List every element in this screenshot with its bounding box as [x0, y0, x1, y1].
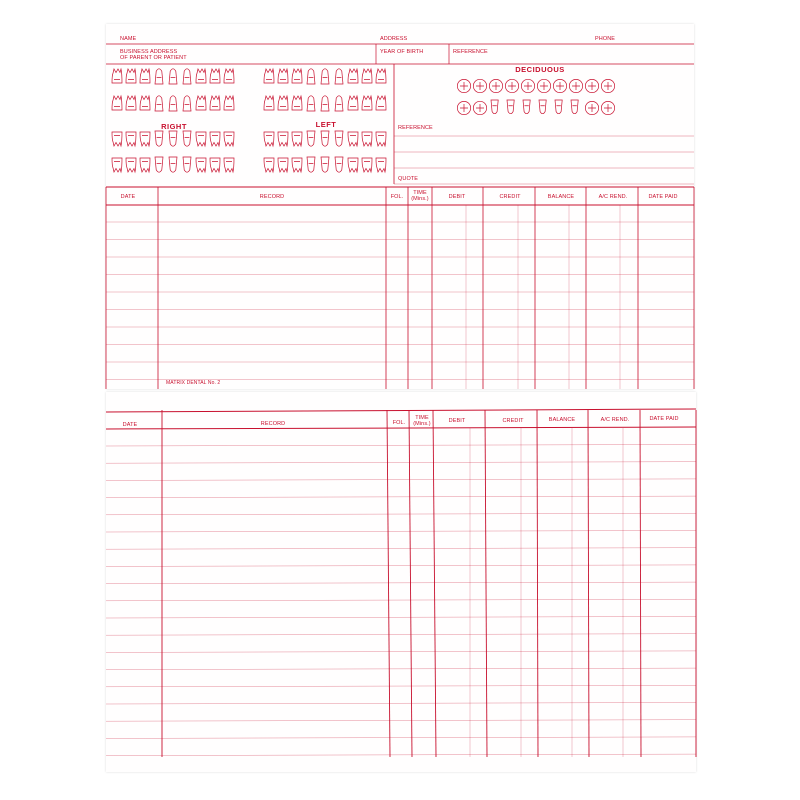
lower-right-crown-tooth-icon: [169, 131, 177, 146]
back-card-rules: [106, 392, 696, 772]
deciduous-lower-tooth-icon: [539, 100, 546, 114]
deciduous-tooth-icon: [457, 79, 470, 92]
back-ledger-row-rule: [106, 445, 696, 447]
lower-left-tooth-icon: [321, 157, 329, 172]
lower-left-crown-tooth-icon: [307, 131, 315, 146]
lower-right-crown-tooth-icon: [224, 132, 234, 146]
lower-right-tooth-icon: [140, 158, 150, 172]
back-ledger-row-rule: [106, 617, 696, 619]
back-ledger-row-rule: [106, 737, 696, 739]
upper-right-crown-tooth-icon: [169, 96, 177, 111]
header-reference-label: REFERENCE: [453, 49, 488, 55]
deciduous-tooth-icon: [553, 79, 566, 92]
back-col-record: RECORD: [260, 421, 286, 427]
upper-right-crown-tooth-icon: [183, 96, 191, 111]
col-credit: CREDIT: [499, 194, 521, 200]
name-label: NAME: [120, 36, 137, 42]
upper-left-tooth-icon: [335, 69, 343, 84]
front-card-rules: [106, 24, 694, 389]
lower-left-tooth-icon: [278, 158, 288, 172]
lower-right-tooth-icon: [155, 157, 163, 172]
upper-right-tooth-icon: [112, 69, 122, 83]
right-label: RIGHT: [161, 122, 187, 131]
upper-left-tooth-icon: [264, 69, 274, 83]
lower-left-tooth-icon: [348, 158, 358, 172]
deciduous-tooth-icon: [473, 79, 486, 92]
lower-right-tooth-icon: [196, 158, 206, 172]
back-ledger-row-rule: [106, 754, 696, 756]
upper-right-crown-tooth-icon: [224, 96, 234, 110]
upper-left-crown-tooth-icon: [362, 96, 372, 110]
upper-left-crown-tooth-icon: [264, 96, 274, 110]
back-ledger-row-rule: [106, 479, 696, 481]
quote-label: QUOTE: [398, 176, 419, 182]
col-ac-rend: A/C REND.: [598, 194, 628, 200]
upper-right-tooth-icon: [169, 69, 177, 84]
upper-left-crown-tooth-icon: [348, 96, 358, 110]
back-col-ac-rend: A/C REND.: [600, 417, 630, 423]
col-date-paid: DATE PAID: [648, 194, 678, 200]
back-table-top-rule: [106, 409, 696, 412]
upper-right-tooth-icon: [155, 69, 163, 84]
upper-right-crown-tooth-icon: [126, 96, 136, 110]
upper-left-tooth-icon: [307, 69, 315, 84]
upper-left-tooth-icon: [321, 69, 329, 84]
dental-record-card-back: [106, 392, 696, 772]
back-ledger-row-rule: [106, 531, 696, 533]
col-balance: BALANCE: [547, 194, 575, 200]
back-ledger-row-rule: [106, 651, 696, 653]
col-date: DATE: [120, 194, 136, 200]
upper-left-crown-tooth-icon: [278, 96, 288, 110]
deciduous-lower-tooth-icon: [555, 100, 562, 114]
deciduous-lower-tooth-icon: [457, 101, 470, 114]
lower-left-tooth-icon: [376, 158, 386, 172]
upper-left-tooth-icon: [348, 69, 358, 83]
back-col-balance: BALANCE: [548, 417, 576, 423]
lower-right-crown-tooth-icon: [183, 131, 191, 146]
deciduous-lower-tooth-icon: [571, 100, 578, 114]
back-col-credit: CREDIT: [502, 418, 524, 424]
lower-left-tooth-icon: [362, 158, 372, 172]
deciduous-lower-tooth-icon: [473, 101, 486, 114]
upper-right-crown-tooth-icon: [155, 96, 163, 111]
lower-left-crown-tooth-icon: [278, 132, 288, 146]
back-ledger-row-rule: [106, 513, 696, 515]
lower-left-tooth-icon: [292, 158, 302, 172]
upper-right-tooth-icon: [210, 69, 220, 83]
deciduous-tooth-icon: [489, 79, 502, 92]
lower-right-tooth-icon: [210, 158, 220, 172]
lower-left-crown-tooth-icon: [292, 132, 302, 146]
lower-left-crown-tooth-icon: [362, 132, 372, 146]
lower-right-tooth-icon: [169, 157, 177, 172]
back-ledger-row-rule: [106, 720, 696, 722]
back-col-date: DATE: [122, 422, 138, 428]
deciduous-lower-tooth-icon: [491, 100, 498, 114]
phone-label: PHONE: [595, 36, 616, 42]
lower-left-crown-tooth-icon: [335, 131, 343, 146]
deciduous-tooth-icon: [505, 79, 518, 92]
lower-right-crown-tooth-icon: [140, 132, 150, 146]
deciduous-tooth-icon: [585, 79, 598, 92]
upper-right-crown-tooth-icon: [210, 96, 220, 110]
upper-left-crown-tooth-icon: [376, 96, 386, 110]
deciduous-lower-tooth-icon: [507, 100, 514, 114]
deciduous-tooth-icon: [569, 79, 582, 92]
back-ledger-row-rule: [106, 565, 696, 567]
back-ledger-row-rule: [106, 668, 696, 670]
deciduous-lower-tooth-icon: [585, 101, 598, 114]
back-col-debit: DEBIT: [448, 418, 466, 424]
lower-left-crown-tooth-icon: [376, 132, 386, 146]
col-fol: FOL.: [390, 194, 404, 200]
dental-record-card-front: [106, 24, 694, 389]
deciduous-label: DECIDUOUS: [515, 65, 565, 74]
upper-left-crown-tooth-icon: [321, 96, 329, 111]
back-col-date-paid: DATE PAID: [649, 416, 679, 422]
lower-left-tooth-icon: [335, 157, 343, 172]
back-ledger-row-rule: [106, 496, 696, 498]
lower-right-tooth-icon: [224, 158, 234, 172]
lower-right-crown-tooth-icon: [126, 132, 136, 146]
lower-right-crown-tooth-icon: [112, 132, 122, 146]
lower-left-crown-tooth-icon: [348, 132, 358, 146]
back-ledger-row-rule: [106, 703, 696, 705]
lower-right-crown-tooth-icon: [210, 132, 220, 146]
year-of-birth-label: YEAR OF BIRTH: [380, 49, 424, 55]
business-address-label: BUSINESS ADDRESS: [120, 49, 178, 55]
lower-right-tooth-icon: [126, 158, 136, 172]
back-column-rule: [433, 410, 436, 757]
upper-right-tooth-icon: [126, 69, 136, 83]
upper-right-tooth-icon: [183, 69, 191, 84]
lower-right-crown-tooth-icon: [196, 132, 206, 146]
back-ledger-row-rule: [106, 685, 696, 687]
deciduous-lower-tooth-icon: [601, 101, 614, 114]
upper-left-crown-tooth-icon: [292, 96, 302, 110]
upper-right-tooth-icon: [140, 69, 150, 83]
back-col-fol: FOL.: [392, 420, 406, 426]
back-column-rule: [387, 410, 390, 757]
upper-left-tooth-icon: [376, 69, 386, 83]
form-number: MATRIX DENTAL No. 2: [166, 380, 221, 386]
upper-right-tooth-icon: [196, 69, 206, 83]
deciduous-tooth-icon: [521, 79, 534, 92]
upper-right-crown-tooth-icon: [112, 96, 122, 110]
left-label: LEFT: [315, 120, 337, 129]
col-debit: DEBIT: [448, 194, 466, 200]
upper-left-tooth-icon: [278, 69, 288, 83]
address-label: ADDRESS: [380, 36, 408, 42]
lower-left-crown-tooth-icon: [264, 132, 274, 146]
deciduous-lower-tooth-icon: [523, 100, 530, 114]
parent-or-patient-label: OF PARENT OR PATIENT: [120, 55, 187, 61]
lower-right-crown-tooth-icon: [155, 131, 163, 146]
lower-left-crown-tooth-icon: [321, 131, 329, 146]
upper-left-crown-tooth-icon: [307, 96, 315, 111]
upper-right-tooth-icon: [224, 69, 234, 83]
lower-left-tooth-icon: [264, 158, 274, 172]
back-ledger-row-rule: [106, 634, 696, 636]
back-ledger-row-rule: [106, 599, 696, 601]
upper-right-crown-tooth-icon: [196, 96, 206, 110]
upper-left-tooth-icon: [362, 69, 372, 83]
back-ledger-row-rule: [106, 548, 696, 550]
deciduous-tooth-icon: [601, 79, 614, 92]
lower-right-tooth-icon: [183, 157, 191, 172]
lower-right-tooth-icon: [112, 158, 122, 172]
upper-left-crown-tooth-icon: [335, 96, 343, 111]
upper-right-crown-tooth-icon: [140, 96, 150, 110]
upper-left-tooth-icon: [292, 69, 302, 83]
col-time: TIME (Mins.): [411, 190, 429, 202]
back-column-rule: [409, 410, 412, 757]
lower-left-tooth-icon: [307, 157, 315, 172]
chart-reference-label: REFERENCE: [398, 125, 433, 131]
back-ledger-row-rule: [106, 582, 696, 584]
col-record: RECORD: [259, 194, 285, 200]
back-ledger-row-rule: [106, 462, 696, 464]
deciduous-tooth-icon: [537, 79, 550, 92]
back-table-header-rule: [106, 427, 696, 429]
back-col-time: TIME (Mins.): [413, 415, 431, 427]
